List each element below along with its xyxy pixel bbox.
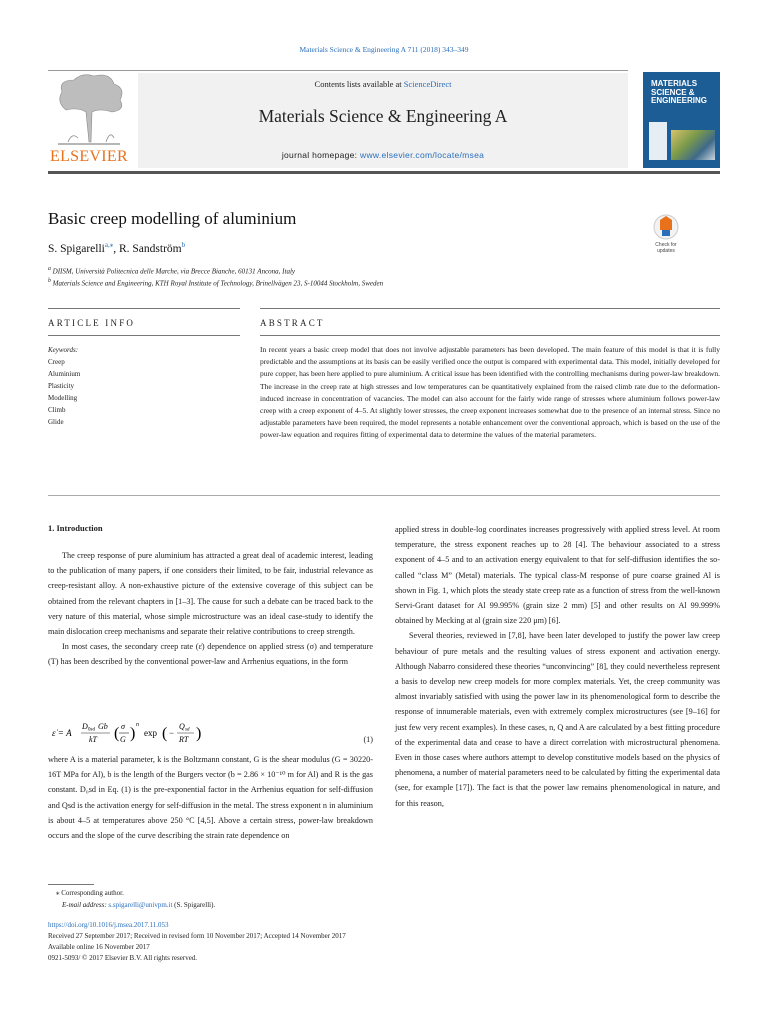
equation-1 [48, 717, 373, 747]
svg-text:(: ( [162, 725, 168, 742]
svg-text:Q: Q [179, 722, 185, 731]
svg-text:RT: RT [179, 735, 189, 744]
svg-text:D: D [82, 722, 88, 731]
homepage-prefix: journal homepage: [281, 150, 361, 160]
email-link[interactable]: s.spigarelli@univpm.it [108, 901, 173, 909]
svg-text:Gb: Gb [98, 722, 108, 731]
svg-text:−: − [169, 728, 175, 738]
abstract-rule-2 [260, 335, 720, 336]
email-label: E-mail address: [62, 901, 109, 909]
received-dates: Received 27 September 2017; Received in revised form 10 November 2017; Accepted 14 November 2017 [48, 932, 346, 940]
keywords-label: Keywords: [48, 346, 79, 354]
body-rule [48, 495, 720, 496]
svg-text:(: ( [114, 725, 120, 742]
paragraph: The creep response of pure aluminium has attracted a great deal of academic interest, leading to the publication of many papers, if one considers their limited, to be fair, industrial relevance as creep-resistant alloy. A non-exhaustive picture of the extensive coverage of this subject can be obtained from the relevant chapters in [1–3]. The cause for such a debate can be traced back to the very nature of this material, whose simple microstructure was an ideal case-study to identify the main dislocation creep mechanisms and separate their relative contributions to creep strength. [48, 551, 373, 637]
svg-text:sd: sd [185, 727, 190, 733]
paragraph: applied stress in double-log coordinates increases progressively with applied stress level. At room temperature, the stress exponent reaches up to 28 [4]. The behaviour associated to a stress exponent of 4–5 and to an activation energy equivalent to that for self-diffusion identifies the so-called “class M” (Metal) materials. The typical class-M response of pure coarse grained Al is shown in Fig. 1, which plots the steady state creep rate as a function of stress from the well-known Servi-Grant dataset for Al 99.995% (grain size 2 mm) [5] and other results on Al 99.999% obtained by Mecking at al (grain size 220 μm) [6]. [395, 525, 720, 626]
check-updates-icon [646, 212, 686, 262]
svg-text:0sd: 0sd [88, 727, 95, 733]
doi-link[interactable]: https://doi.org/10.1016/j.msea.2017.11.053 [48, 921, 169, 929]
svg-text:G: G [120, 735, 126, 744]
cover-strip [649, 122, 667, 160]
article-info-rule [48, 308, 240, 309]
article-info-heading: ARTICLE INFO [48, 318, 136, 328]
affiliation-a: $^a$ DIISM, Università Politecnica delle Marche, via Brecce Bianche, 60131 Ancona, Italy [48, 266, 295, 276]
available-online: Available online 16 November 2017 [48, 943, 150, 951]
author-list [48, 241, 185, 255]
section-heading: 1. Introduction [48, 523, 103, 533]
svg-text:): ) [130, 725, 136, 742]
intro-col1-top [48, 548, 373, 670]
svg-text:): ) [196, 725, 202, 742]
author-name[interactable]: R. Sandström [118, 242, 182, 255]
abstract-rule [260, 308, 720, 309]
keyword-item: Modelling [48, 394, 78, 402]
paragraph: where A is a material parameter, k is the Boltzmann constant, G is the shear modulus (G = 30220-16T MPa for Al), b is the length of the Burgers vector (b = 2.86 × 10⁻¹⁰ m for Al) and R is the gas constant. D₀sd in Eq. (1) is the pre-exponential factor in the Arrhenius equation for self-diffusion and Qsd is the activation energy for self-diffusion in the metal. The stress exponent n in aluminium is about 4–5 at temperatures above 250 °C [4,5]. Above a certain stress, power-law breakdown occurs and the slope of the curve describing the strain rate dependence on [48, 755, 373, 841]
email-note [62, 901, 215, 909]
keyword-item: Climb [48, 406, 66, 414]
svg-text:kT: kT [89, 735, 97, 744]
header-top-rule [48, 70, 628, 71]
contents-line [138, 79, 628, 89]
affiliation-b: $^b$ Materials Science and Engineering, KTH Royal Institute of Technology, Brinellvägen 23, S-10044 Stockholm, Sweden [48, 278, 384, 288]
elsevier-wordmark[interactable]: ELSEVIER [50, 148, 128, 165]
keyword-item: Glide [48, 418, 64, 426]
journal-citation[interactable]: Materials Science & Engineering A 711 (2018) 343–349 [299, 45, 469, 54]
journal-cover-image[interactable] [643, 72, 720, 168]
equation-formula [48, 717, 288, 747]
email-suffix: (S. Spigarelli). [172, 901, 216, 909]
svg-text:ε̇ = A: ε̇ = A [52, 728, 72, 738]
keyword-item: Aluminium [48, 370, 81, 378]
svg-text:exp: exp [144, 728, 157, 738]
keyword-item: Creep [48, 358, 65, 366]
sciencedirect-link[interactable]: ScienceDirect [403, 79, 452, 89]
article-title: Basic creep modelling of aluminium [48, 209, 297, 228]
article-info-rule-2 [48, 335, 240, 336]
paragraph: Several theories, reviewed in [7,8], have been later developed to justify the power law creep behaviour of pure metals and the resulting values of stress exponent and activation energy. Although Nabarro considered these theories “unconvincing” [8], they could nevertheless represent a basis to develop new creep models for more complex materials. Yet, the creep community was almost invariably satisfied with using the power law in its phenomenological form to describe the response of innumerable materials, even with extremely complex microstructures (see [9–16] for just few very recent examples). In these cases, n, Q and A are calculated by a best fitting procedure of the experimental data and cease to have a direct correlation with microstructural phenomena. Even in those cases where authors attempt to develop constitutive models based on the physics of phenomena, a number of material parameters need to be calculated by fitting the experimental data (see, for example [17]). The fact is that the power law remains phenomenological in nature, and for this reason, [395, 631, 720, 808]
intro-col1-bottom [48, 752, 373, 843]
svg-text:n: n [136, 722, 139, 728]
author-separator: , [113, 242, 119, 255]
keyword-item: Plasticity [48, 382, 75, 390]
check-badge-label: Check for updates [655, 242, 677, 254]
author-affil-sup[interactable]: a,⁎ [104, 241, 114, 249]
svg-text:σ: σ [121, 722, 125, 731]
author-name[interactable]: S. Spigarelli [48, 242, 105, 255]
cover-photo [671, 130, 715, 160]
intro-col2 [395, 522, 720, 811]
contents-prefix: Contents lists available at [314, 79, 404, 89]
homepage-line [138, 150, 628, 160]
copyright: 0921-5093/ © 2017 Elsevier B.V. All rights reserved. [48, 954, 198, 962]
journal-title: Materials Science & Engineering A [258, 106, 508, 126]
footnote-rule [48, 884, 94, 885]
check-for-updates-badge[interactable] [646, 212, 686, 262]
cover-title: MATERIALS SCIENCE & ENGINEERING [651, 79, 708, 105]
header-bottom-rule [48, 171, 720, 174]
author-affil-sup[interactable]: b [181, 241, 186, 249]
paragraph: In most cases, the secondary creep rate (ε̇) dependence on applied stress (σ) and temperature (T) has been described by the conventional power-law and Arrhenius equations, in the form [48, 642, 373, 667]
homepage-link[interactable]: www.elsevier.com/locate/msea [360, 150, 485, 160]
corresponding-author-note: ⁎ Corresponding author. [56, 889, 124, 897]
equation-number: (1) [363, 735, 373, 744]
abstract-text: In recent years a basic creep model that does not involve adjustable parameters has been developed. The main feature of this model is that it is fully predictable and the assumptions at its basis can be easily verified once the output is compared with experimental data. This model, initially developed for pure copper, has been here applied to pure aluminium. A critical issue has been identified with the controlling mechanisms during power-law breakdown. The increase in the creep rate at high stresses and low temperatures can be quantitatively explained from the raised climb rate due to the deformation-induced increase in concentration of vacancies. The model can also account for the fairly wide range of stresses where aluminium follows power-law creep with a creep exponent of 4–5. At slightly lower stresses, the creep exponent increases somewhat due to the presence of an internal stress. Since no adjustable parameters have been required, the model represents a notable enhancement over the conventional approach, which is based on the use of the power-law equation and requires fitting of experimental data to determine the values of the material parameters. [260, 345, 720, 440]
abstract-heading: ABSTRACT [260, 318, 325, 328]
